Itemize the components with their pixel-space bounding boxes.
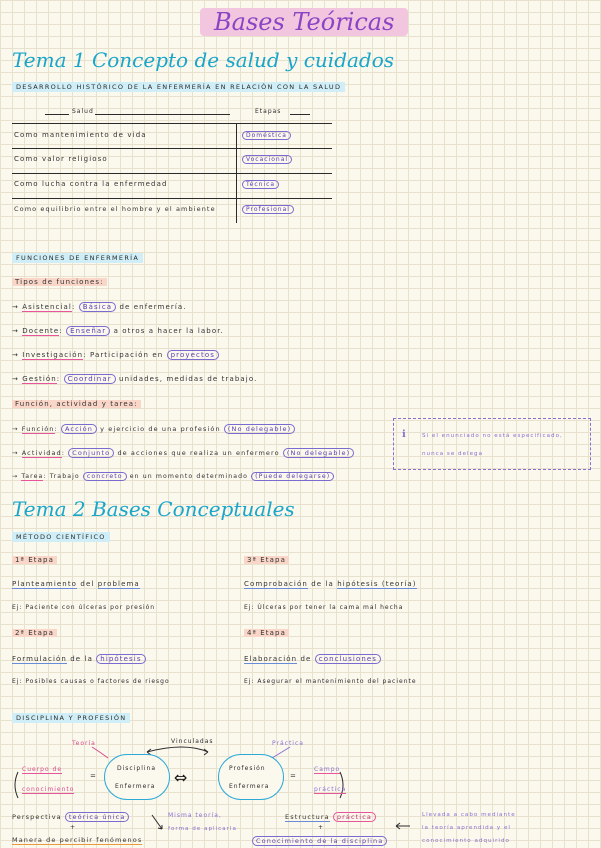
tipos-label: Tipos de funciones: [12, 278, 107, 286]
stage-2-label: 2ª Etapa [12, 629, 57, 637]
cloud-disciplina [104, 754, 170, 800]
stage-3-label: 3ª Etapa [244, 556, 289, 564]
estructura-line: Estructura práctica [285, 812, 376, 822]
table-row-2-salud: Como valor religioso [14, 155, 108, 163]
stage-1-text: Planteamiento del problema [12, 580, 140, 588]
stage-4-text: Elaboración de conclusiones [244, 654, 381, 664]
cloud-disciplina-line-2: Enfermera [115, 783, 156, 790]
cuerpo-de-label: Cuerpo de [22, 766, 63, 773]
table-row-2-etapa: Vocacional [242, 155, 292, 164]
teoria-label: Teoría [72, 740, 96, 747]
stage-2-example: Ej: Posibles causas o factores de riesgo [12, 678, 170, 685]
table-header-etapas: Etapas [255, 108, 282, 115]
funcion-item-gestion: → Gestión: Coordinar unidades, medidas de trabajo. [12, 375, 258, 383]
table-row-1-etapa: Doméstica [242, 131, 291, 140]
page-title: Bases Teóricas [200, 8, 408, 36]
fat-item-tarea: → Tarea: Trabajo concreto en un momento determinado (Puede delegarse) [12, 472, 334, 481]
forma-aplicarla-label: forma de aplicarla [168, 826, 237, 832]
fenomenos-line: Manera de percibir fenómenos [12, 836, 143, 844]
fat-item-actividad: → Actividad: Conjunto de acciones que realiza un enfermero (No delegable) [12, 448, 354, 458]
double-arrow-icon: ⇔ [174, 768, 188, 787]
note-line-2: nunca se delega [422, 451, 484, 457]
tema1-subtitle: DESARROLLO HISTÓRICO DE LA ENFERMERÍA EN RELACIÓN CON LA SALUD [12, 83, 345, 91]
funciones-heading: FUNCIONES DE ENFERMERÍA [12, 254, 143, 262]
exclamation-icon: ℹ [402, 429, 406, 440]
cloud-profesion [218, 754, 284, 800]
llevada-line-2: la teoría aprendida y el [422, 825, 511, 831]
table-row-1-salud: Como mantenimiento de vida [14, 131, 147, 139]
stage-4-label: 4ª Etapa [244, 629, 289, 637]
campo-label: Campo [314, 766, 341, 773]
plus-left: + [70, 824, 77, 831]
practica-label: Práctica [272, 740, 304, 747]
conocimiento-label: conocimiento [22, 786, 75, 793]
metodo-heading: MÉTODO CIENTÍFICO [12, 533, 110, 541]
vinculadas-label: Vinculadas [171, 738, 214, 745]
stage-3-example: Ej: Úlceras por tener la cama mal hecha [244, 604, 404, 611]
fat-item-funcion: → Función: Acción y ejercicio de una profesión (No delegable) [12, 424, 295, 434]
plus-right: + [318, 824, 325, 831]
conocimiento-disciplina-line: Conocimiento de la disciplina [252, 836, 387, 846]
cloud-profesion-line-1: Profesión [229, 765, 266, 772]
table-row-4-etapa: Profesional [242, 205, 294, 214]
table-header-salud: Salud [72, 108, 94, 115]
stage-1-example: Ej: Paciente con úlceras por presión [12, 604, 156, 611]
table-row-3-salud: Como lucha contra la enfermedad [14, 180, 168, 188]
stage-3-text: Comprobación de la hipótesis (teoría) [244, 580, 417, 588]
fat-heading: Función, actividad y tarea: [12, 400, 141, 408]
equals-left: = [90, 772, 97, 780]
stage-1-label: 1ª Etapa [12, 556, 57, 564]
practica2-label: práctica [314, 786, 347, 793]
llevada-line-3: conocimiento adquirido [422, 838, 510, 844]
stage-2-text: Formulación de la hipótesis [12, 654, 146, 664]
note-line-1: Si el enunciado no está especificado, [422, 433, 563, 439]
misma-teoria-label: Misma teoría, [168, 812, 222, 819]
table-row-4-salud: Como equilibrio entre el hombre y el ambiente [14, 205, 216, 213]
cloud-disciplina-line-1: Disciplina [117, 765, 157, 772]
equals-right: = [290, 772, 297, 780]
stage-4-example: Ej: Asegurar el mantenimiento del paciente [244, 678, 417, 685]
tema2-title: Tema 2 Bases Conceptuales [12, 497, 295, 521]
disciplina-heading: DISCIPLINA Y PROFESIÓN [12, 714, 130, 722]
funcion-item-docente: → Docente: Enseñar a otros a hacer la labor. [12, 327, 224, 335]
llevada-line-1: Llevada a cabo mediante [422, 812, 516, 818]
perspectiva-line: Perspectiva teórica única [12, 812, 129, 822]
table-row-3-etapa: Técnica [242, 180, 279, 189]
cloud-profesion-line-2: Enfermera [229, 783, 270, 790]
funcion-item-investigacion: → Investigación: Participación en proyectos [12, 350, 219, 360]
funcion-item-asistencial: → Asistencial: Básica de enfermería. [12, 303, 187, 311]
tema1-title: Tema 1 Concepto de salud y cuidados [12, 48, 395, 72]
